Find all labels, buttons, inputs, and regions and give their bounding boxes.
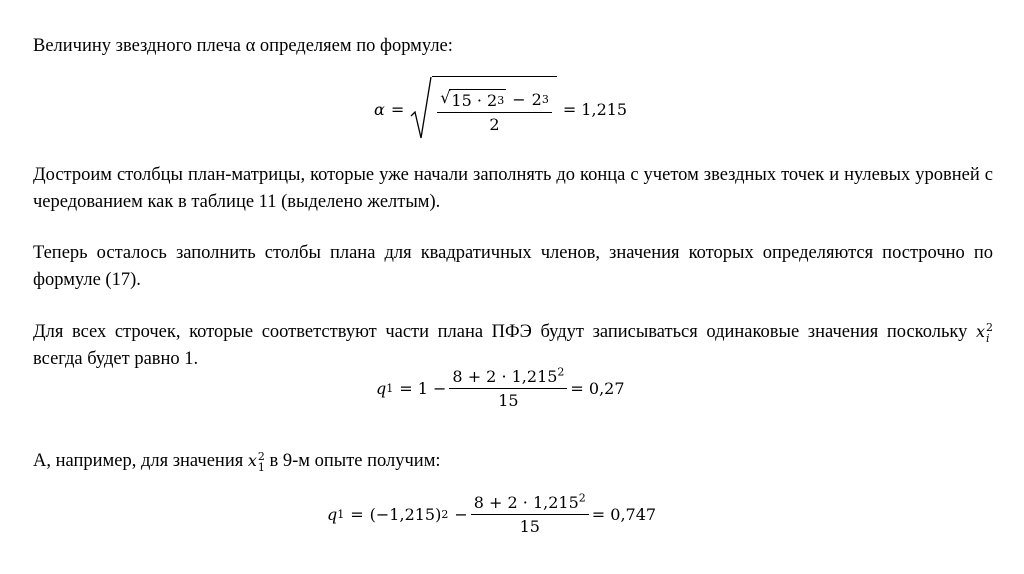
paragraph-quadratic-terms: Теперь осталось заполнить столбы плана для квадратичных членов, значения которых определяются построчно по формуле (17). <box>33 243 993 290</box>
var-x-exponent: 2 <box>986 320 993 334</box>
paragraph-example <box>33 447 993 475</box>
equals-one-minus: = 1 − <box>399 379 447 398</box>
q1-formula-pfe: q 1 = 1 − $\frac{8 + 2 \cdot 1,215^2}{15}$ = 0,27 <box>376 365 625 410</box>
q1b-denominator: 15 <box>519 517 540 536</box>
alpha-symbol: α <box>374 99 385 119</box>
minus-sign: − <box>512 90 526 109</box>
paragraph-pfe-rows <box>33 318 993 373</box>
var-x1-exponent: 2 <box>257 449 265 463</box>
var-x: x <box>975 322 985 341</box>
var-x-index: i <box>986 331 990 345</box>
para4-text-start: Для всех строчек, которые соответствуют части плана ПФЭ будут записываться одинаковые значения поскольку <box>33 322 976 342</box>
equals-sign: = <box>390 99 405 119</box>
small-radical-sign-icon: √ <box>440 88 451 107</box>
alpha-formula <box>374 76 627 142</box>
para5-text-end: в 9-м опыте получим: <box>264 451 441 471</box>
minus-sign-b: − <box>454 505 468 524</box>
var-x1-index: 1 <box>257 460 265 474</box>
q1-formula-example: q 1 = (−1,215) 2 − $\frac{8 + 2 \cdot 1,215^2}{15}$ = 0,747 <box>327 491 657 536</box>
radical-sign-icon <box>410 76 432 142</box>
q1b-fraction <box>471 493 589 536</box>
q1a-fraction <box>449 367 567 410</box>
q1a-denominator: 15 <box>498 391 519 410</box>
alpha-result: = 1,215 <box>562 99 628 119</box>
outer-radical <box>410 76 557 142</box>
subtrahend-base: 2 <box>531 90 542 109</box>
q1b-numerator: 8 + 2 · 1,215 <box>473 493 579 512</box>
para5-text-start: А, например, для значения <box>33 451 248 471</box>
inner-radical: √ 15 · 2 3 <box>440 88 505 110</box>
q1a-numerator-exponent: 2 <box>557 365 565 379</box>
q1b-parenthesized: (−1,215) <box>369 505 442 524</box>
equals-sign-b: = <box>350 505 364 524</box>
q1b-numerator-exponent: 2 <box>578 491 586 505</box>
intro-text: Величину звездного плеча α определяем по формуле: <box>33 36 453 56</box>
paragraph-fill-columns: Достроим столбцы план-матрицы, которые уже начали заполнять до конца с учетом звездных точек и нулевых уровней с чередованием как в таблице 11 (выделено желтым). <box>33 165 993 212</box>
q1a-numerator: 8 + 2 · 1,215 <box>452 367 558 386</box>
q1a-result: = 0,27 <box>570 379 625 398</box>
q1b-result: = 0,747 <box>591 505 657 524</box>
q-symbol-b: q <box>327 505 338 524</box>
alpha-denominator: 2 <box>489 115 500 134</box>
var-x1: x <box>247 451 257 470</box>
inner-radicand: 15 · 2 <box>451 91 498 110</box>
q-symbol: q <box>376 379 387 398</box>
alpha-fraction: √ 15 · 2 3 − 2 3 2 <box>437 89 552 134</box>
para4-text-end: всегда будет равно 1. <box>33 349 199 369</box>
